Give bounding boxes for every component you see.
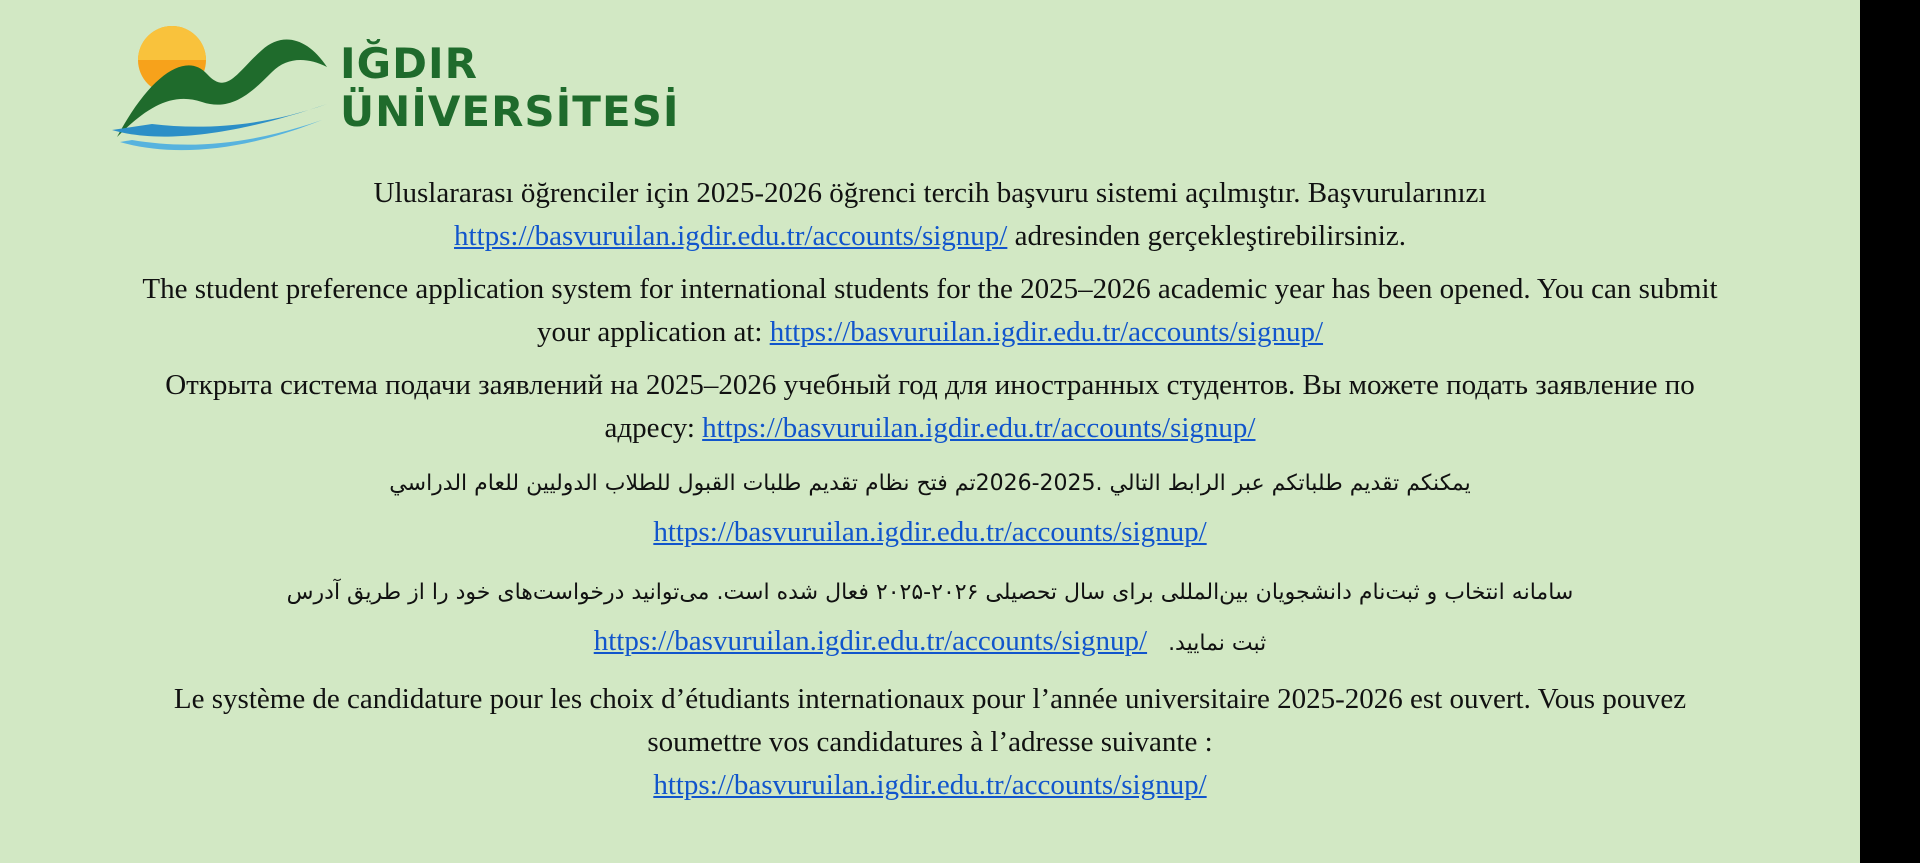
- announcement-body: [120, 172, 1740, 817]
- right-edge-bar: [1860, 0, 1920, 863]
- logo-line-2: ÜNİVERSİTESİ: [340, 87, 680, 136]
- signup-link-fr[interactable]: https://basvuruilan.igdir.edu.tr/accounts/signup/: [653, 769, 1207, 801]
- signup-link-ru[interactable]: https://basvuruilan.igdir.edu.tr/accounts/signup/: [702, 412, 1256, 444]
- signup-link-en[interactable]: https://basvuruilan.igdir.edu.tr/accounts/signup/: [769, 316, 1324, 348]
- paragraph-turkish: Uluslararası öğrenciler için 2025-2026 öğrenci tercih başvuru sistemi açılmıştır. Başvurularınızı https://basvuruilan.igdir.edu.tr/accounts/signup/ adresinden gerçekleştirebilirsiniz.: [373, 177, 1487, 252]
- paragraph-persian: سامانه انتخاب و ثبت‌نام دانشجویان بین‌المللی برای سال تحصیلی ۲۰۲۶-۲۰۲۵ فعال شده است. می‌توانید درخواست‌های خود را از طریق آدرس https://basvuruilan.igdir.edu.tr/accounts/signup/ ثبت نمایید.: [286, 580, 1574, 657]
- paragraph-arabic: يمكنكم تقديم طلباتكم عبر الرابط التالي .2025-2026تم فتح نظام تقديم طلبات القبول للطلاب الدوليين للعام الدراسي https://basvuruilan.igdir.edu.tr/accounts/signup/: [389, 471, 1471, 548]
- signup-link-fa[interactable]: https://basvuruilan.igdir.edu.tr/accounts/signup/: [593, 625, 1148, 657]
- university-logo: [112, 12, 680, 172]
- paragraph-english: The student preference application system for international students for the 2025–2026 academic year has been opened. You can submit your application at: https://basvuruilan.igdir.edu.tr/accounts/signup/: [142, 273, 1718, 348]
- logo-line-1: IĞDIR: [340, 39, 478, 88]
- paragraph-french: Le système de candidature pour les choix d’étudiants internationaux pour l’année universitaire 2025-2026 est ouvert. Vous pouvez soumettre vos candidatures à l’adresse suivante : https://basvuruilan.igdir.edu.tr/accounts/signup/: [173, 683, 1687, 801]
- logo-emblem-icon: [112, 12, 342, 162]
- signup-link-ar[interactable]: https://basvuruilan.igdir.edu.tr/accounts/signup/: [653, 516, 1207, 548]
- paragraph-russian: Открыта система подачи заявлений на 2025–2026 учебный год для иностранных студентов. Вы можете подать заявление по адресу: https://basvuruilan.igdir.edu.tr/accounts/signup/: [165, 369, 1695, 444]
- signup-link-tr[interactable]: https://basvuruilan.igdir.edu.tr/accounts/signup/: [454, 220, 1008, 252]
